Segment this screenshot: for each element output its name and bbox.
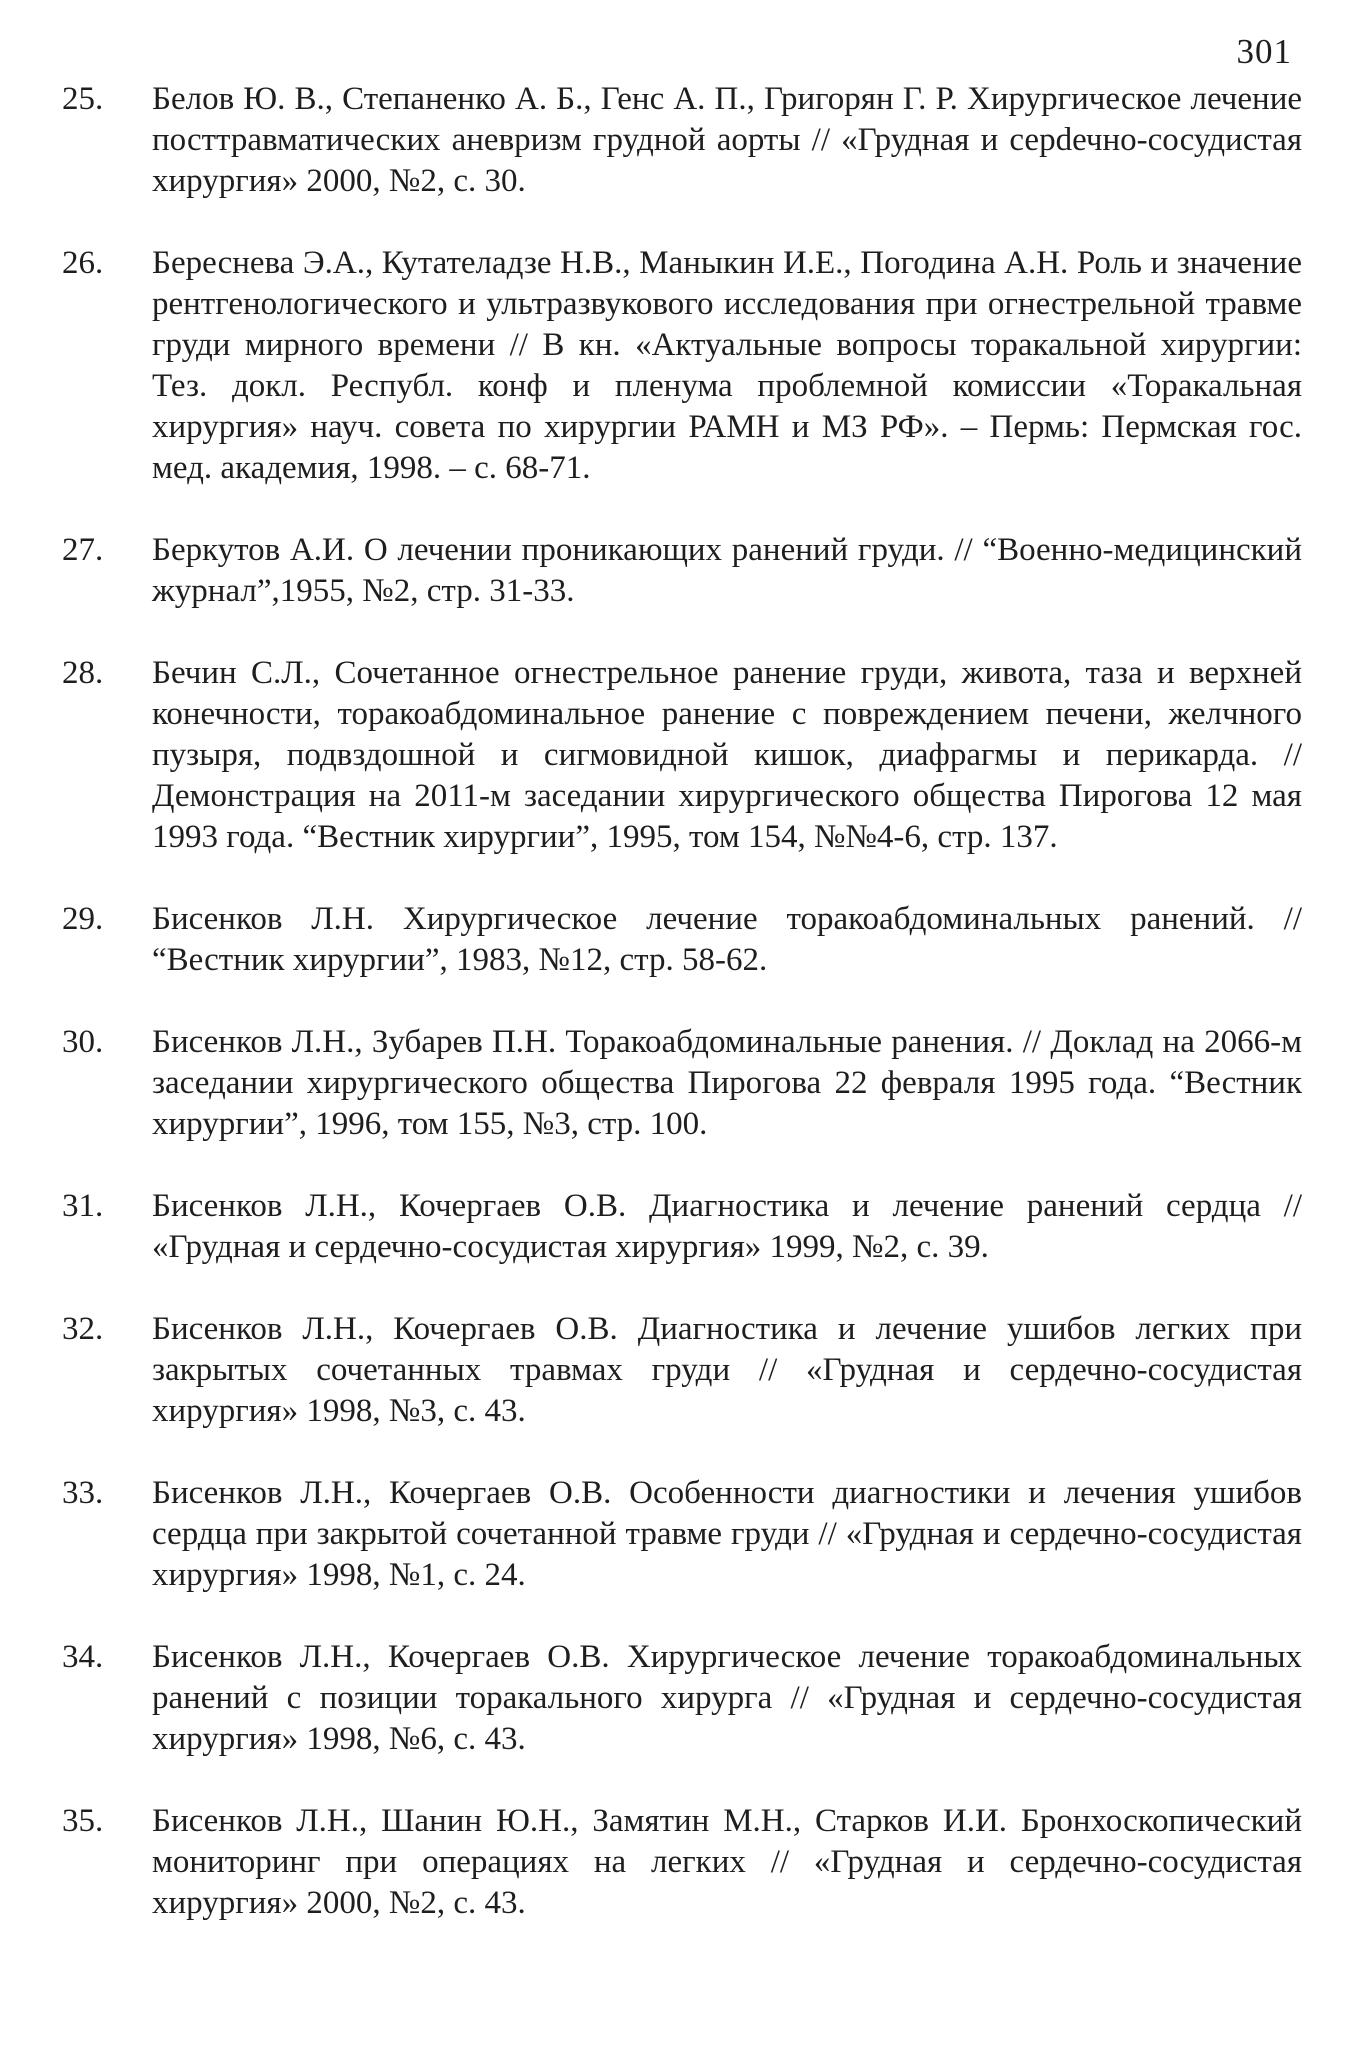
reference-number: 27. (62, 532, 104, 568)
reference-item (62, 530, 1302, 612)
reference-number: 25. (62, 81, 104, 117)
reference-list (62, 79, 1302, 1965)
reference-text: Бисенков Л.Н., Кочергаев О.В. Хирургическое лечение торакоабдоминальных ранений с позиции торакального хирурга // «Грудная и сердечно-сосудистая хирургия» 1998, №6, с. 43. (152, 1639, 1302, 1757)
reference-item (62, 1186, 1302, 1268)
reference-number: 31. (62, 1188, 104, 1224)
reference-number: 30. (62, 1024, 104, 1060)
reference-text: Беркутов А.И. О лечении проникающих ранений груди. // “Военно-медицинский журнал”,1955, №2, стр. 31-33. (152, 532, 1302, 609)
reference-text: Бисенков Л.Н., Кочергаев О.В. Особенности диагностики и лечения ушибов сердца при закрытой сочетанной травме груди // «Грудная и сердечно-сосудистая хирургия» 1998, №1, с. 24. (152, 1475, 1302, 1593)
page-number: 301 (1236, 32, 1292, 71)
reference-text: Бисенков Л.Н. Хирургическое лечение торакоабдоминальных ранений. // “Вестник хирургии”, 1983, №12, стр. 58-62. (152, 901, 1302, 978)
reference-text: Белов Ю. В., Степаненко А. Б., Генс А. П., Григорян Г. Р. Хирургическое лечение посттравматических аневризм грудной аорты // «Грудная и серdечно-сосудистая хирургия» 2000, №2, с. 30. (152, 81, 1302, 199)
reference-item (62, 79, 1302, 202)
reference-item (62, 1473, 1302, 1596)
reference-item (62, 1309, 1302, 1432)
reference-item (62, 899, 1302, 981)
reference-number: 28. (62, 655, 104, 691)
reference-number: 29. (62, 901, 104, 937)
reference-number: 35. (62, 1803, 104, 1839)
reference-text: Бисенков Л.Н., Зубарев П.Н. Торакоабдоминальные ранения. // Доклад на 2066-м заседании хирургического общества Пирогова 22 февраля 1995 года. “Вестник хирургии”, 1996, том 155, №3, стр. 100. (152, 1024, 1302, 1142)
reference-item (62, 1801, 1302, 1924)
reference-item (62, 1637, 1302, 1760)
reference-item (62, 653, 1302, 858)
reference-number: 33. (62, 1475, 104, 1511)
reference-number: 32. (62, 1311, 104, 1347)
reference-text: Бисенков Л.Н., Кочергаев О.В. Диагностика и лечение ушибов легких при закрытых сочетанных травмах груди // «Грудная и сердечно-сосудистая хирургия» 1998, №3, с. 43. (152, 1311, 1302, 1429)
reference-text: Бисенков Л.Н., Кочергаев О.В. Диагностика и лечение ранений сердца // «Грудная и сердечно-сосудистая хирургия» 1999, №2, с. 39. (152, 1188, 1302, 1265)
reference-text: Береснева Э.А., Кутателадзе Н.В., Маныкин И.Е., Погодина А.Н. Роль и значение рентгенологического и ультразвукового исследования при огнестрельной травме груди мирного времени // В кн. «Актуальные вопросы торакальной хирургии: Тез. докл. Республ. конф и пленума проблемной комиссии «Торакальная хирургия» науч. совета по хирургии РАМН и МЗ РФ». – Пермь: Пермская гос. мед. академия, 1998. – с. 68-71. (152, 245, 1302, 486)
reference-text: Бисенков Л.Н., Шанин Ю.Н., Замятин М.Н., Старков И.И. Бронхоскопический мониторинг при операциях на легких // «Грудная и сердечно-сосудистая хирургия» 2000, №2, с. 43. (152, 1803, 1302, 1921)
reference-number: 26. (62, 245, 104, 281)
reference-number: 34. (62, 1639, 104, 1675)
reference-item (62, 243, 1302, 489)
reference-item (62, 1022, 1302, 1145)
reference-text: Бечин С.Л., Сочетанное огнестрельное ранение груди, живота, таза и верхней конечности, торакоабдоминальное ранение с повреждением печени, желчного пузыря, подвздошной и сигмовидной кишок, диафрагмы и перикарда. // Демонстрация на 2011-м заседании хирургического общества Пирогова 12 мая 1993 года. “Вестник хирургии”, 1995, том 154, №№4-6, стр. 137. (152, 655, 1302, 855)
